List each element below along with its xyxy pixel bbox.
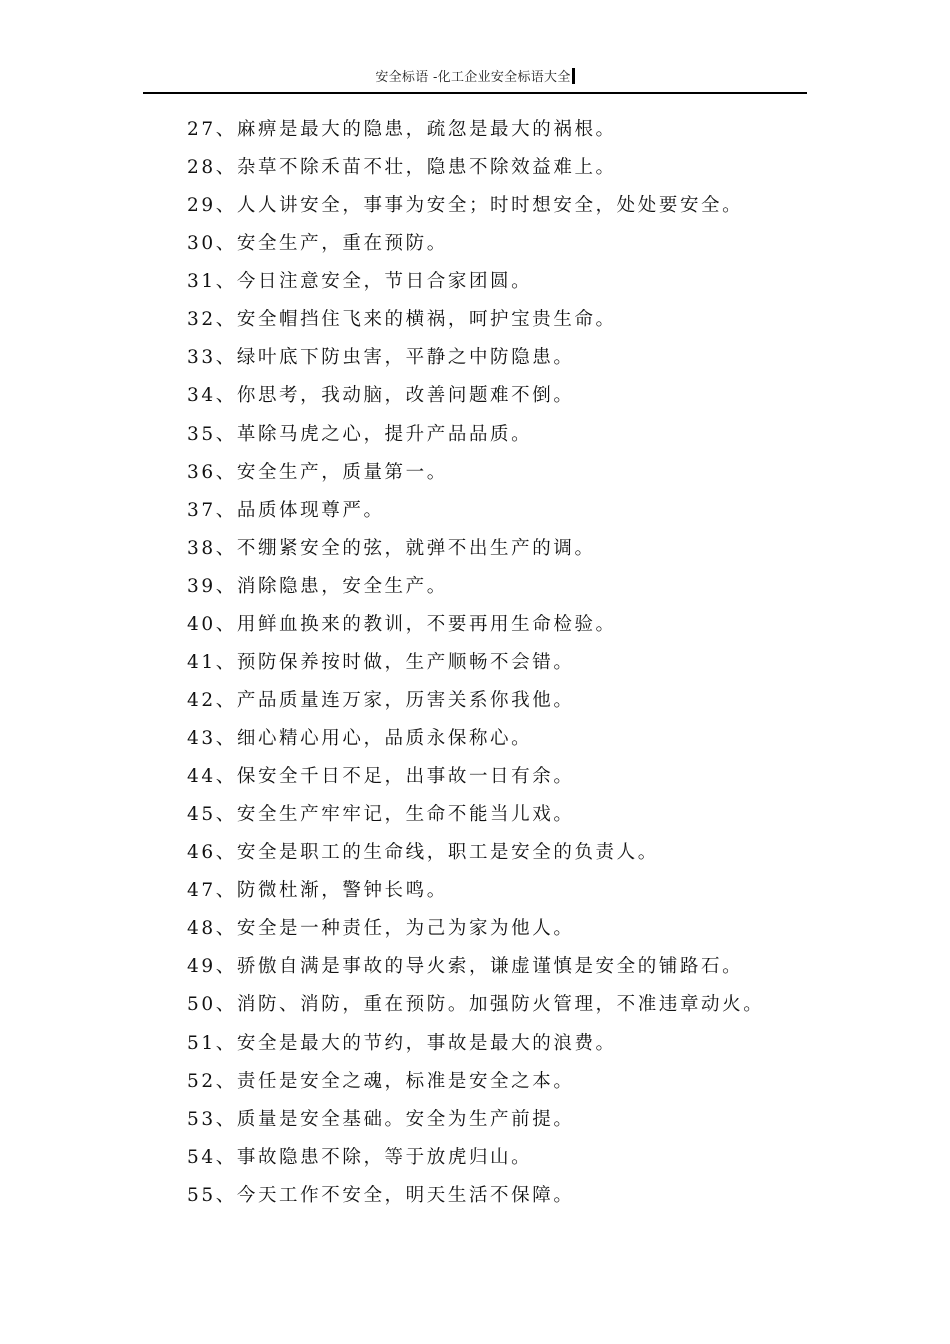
- slogan-item: 42、产品质量连万家，历害关系你我他。: [187, 689, 575, 711]
- slogan-item: 53、质量是安全基础。安全为生产前提。: [187, 1108, 575, 1130]
- slogan-item: 46、安全是职工的生命线，职工是安全的负责人。: [187, 842, 659, 864]
- slogan-item: 28、杂草不除禾苗不壮，隐患不除效益难上。: [187, 157, 617, 179]
- slogan-item: 47、防微杜渐，警钟长鸣。: [187, 880, 448, 902]
- slogan-item: 39、消除隐患，安全生产。: [187, 575, 448, 597]
- slogan-item: 49、骄傲自满是事故的导火索，谦虚谨慎是安全的铺路石。: [187, 956, 744, 978]
- slogan-item: 43、细心精心用心，品质永保称心。: [187, 728, 533, 749]
- slogan-list: [187, 111, 807, 1215]
- slogan-item: 51、安全是最大的节约，事故是最大的浪费。: [187, 1032, 617, 1054]
- slogan-item: 38、不绷紧安全的弦，就弹不出生产的调。: [187, 537, 596, 559]
- text-cursor-mark: [572, 68, 575, 84]
- slogan-item: 48、安全是一种责任，为己为家为他人。: [187, 918, 575, 940]
- slogan-item: 45、安全生产牢牢记，生命不能当儿戏。: [187, 804, 575, 826]
- slogan-item: 29、人人讲安全，事事为安全；时时想安全，处处要安全。: [187, 195, 744, 217]
- slogan-item: 35、革除马虎之心，提升产品品质。: [187, 423, 533, 445]
- slogan-item: 31、今日注意安全，节日合家团圆。: [187, 271, 533, 293]
- slogan-item: 37、品质体现尊严。: [187, 499, 385, 521]
- slogan-item: 44、保安全千日不足，出事故一日有余。: [187, 766, 575, 788]
- slogan-item: 54、事故隐患不除，等于放虎归山。: [187, 1146, 533, 1168]
- slogan-item: 33、绿叶底下防虫害，平静之中防隐患。: [187, 347, 575, 369]
- slogan-item: 52、责任是安全之魂，标准是安全之本。: [187, 1070, 575, 1092]
- slogan-item: 40、用鲜血换来的教训，不要再用生命检验。: [187, 613, 617, 635]
- slogan-item: 30、安全生产，重在预防。: [187, 233, 448, 255]
- header-title: 安全标语 -化工企业安全标语大全: [375, 70, 571, 85]
- page-header: [143, 66, 807, 94]
- slogan-item: 36、安全生产，质量第一。: [187, 461, 448, 483]
- slogan-item: 55、今天工作不安全，明天生活不保障。: [187, 1184, 575, 1206]
- slogan-item: 50、消防、消防，重在预防。加强防火管理，不准违章动火。: [187, 994, 765, 1016]
- slogan-item: 34、你思考，我动脑，改善问题难不倒。: [187, 385, 575, 407]
- slogan-item: 27、麻痹是最大的隐患，疏忽是最大的祸根。: [187, 119, 617, 140]
- slogan-item: 41、预防保养按时做，生产顺畅不会错。: [187, 651, 575, 673]
- slogan-item: 32、安全帽挡住飞来的横祸，呵护宝贵生命。: [187, 309, 617, 331]
